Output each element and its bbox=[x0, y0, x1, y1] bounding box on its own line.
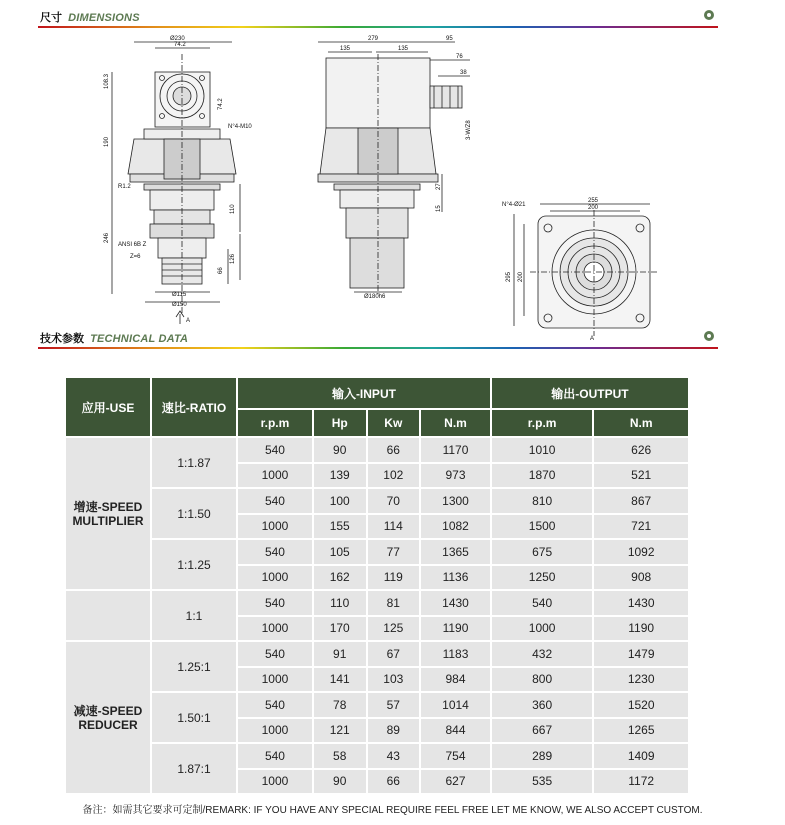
table-row bbox=[66, 438, 688, 462]
table-body bbox=[66, 438, 688, 793]
dim-w38: 38 bbox=[460, 70, 467, 76]
output-nm-cell: 1092 bbox=[594, 540, 688, 564]
ratio-cell: 1:1 bbox=[152, 591, 236, 640]
input-rpm-cell: 540 bbox=[238, 540, 312, 564]
input-hp-cell: 139 bbox=[314, 464, 366, 488]
dim-h15: 15 bbox=[436, 205, 442, 212]
dim-h1083: 108.3 bbox=[104, 73, 110, 89]
input-kw-cell: 67 bbox=[368, 642, 420, 666]
input-rpm-cell: 540 bbox=[238, 744, 312, 768]
output-nm-cell: 521 bbox=[594, 464, 688, 488]
subheader-input-hp: Hp bbox=[314, 410, 366, 436]
input-kw-cell: 66 bbox=[368, 770, 420, 794]
dim-h190: 190 bbox=[104, 136, 110, 147]
rainbow-divider bbox=[38, 26, 718, 28]
output-nm-cell: 1430 bbox=[594, 591, 688, 615]
input-kw-cell: 102 bbox=[368, 464, 420, 488]
dim-z6: Z=6 bbox=[130, 254, 141, 260]
section-bullet-icon bbox=[704, 10, 714, 20]
table-row bbox=[66, 693, 688, 717]
output-rpm-cell: 1000 bbox=[492, 617, 592, 641]
remark-note: 备注：如需其它要求可定制/REMARK: IF YOU HAVE ANY SPECIAL REQUIRE FEEL FREE LET ME KNOW, WE ALSO ACCEPT CUSTOM. bbox=[82, 805, 703, 816]
dim-keyway: 3-W/Z8 bbox=[466, 120, 472, 140]
output-rpm-cell: 1870 bbox=[492, 464, 592, 488]
input-kw-cell: 66 bbox=[368, 438, 420, 462]
input-nm-cell: 1014 bbox=[421, 693, 490, 717]
input-hp-cell: 162 bbox=[314, 566, 366, 590]
output-nm-cell: 1520 bbox=[594, 693, 688, 717]
flange-view-drawing bbox=[500, 196, 670, 342]
flange-label-a: A bbox=[590, 336, 595, 342]
use-label-cn: 增速-SPEED bbox=[73, 499, 143, 514]
dim-shaft: Ø180h6 bbox=[364, 294, 386, 300]
dim-h742: 74.2 bbox=[218, 98, 224, 110]
output-nm-cell: 1479 bbox=[594, 642, 688, 666]
input-kw-cell: 77 bbox=[368, 540, 420, 564]
output-nm-cell: 908 bbox=[594, 566, 688, 590]
input-nm-cell: 973 bbox=[421, 464, 490, 488]
input-rpm-cell: 1000 bbox=[238, 617, 312, 641]
dim-h200: 200 bbox=[518, 271, 524, 282]
ratio-cell: 1.87:1 bbox=[152, 744, 236, 793]
output-nm-cell: 721 bbox=[594, 515, 688, 539]
output-rpm-cell: 1250 bbox=[492, 566, 592, 590]
input-kw-cell: 70 bbox=[368, 489, 420, 513]
header-input: 输入-INPUT bbox=[238, 378, 490, 408]
use-label-en: MULTIPLIER bbox=[72, 513, 144, 528]
output-nm-cell: 1172 bbox=[594, 770, 688, 794]
subheader-input-kw: Kw bbox=[368, 410, 420, 436]
dim-d230: Ø230 bbox=[170, 36, 185, 42]
input-nm-cell: 1190 bbox=[421, 617, 490, 641]
input-rpm-cell: 1000 bbox=[238, 770, 312, 794]
output-rpm-cell: 800 bbox=[492, 668, 592, 692]
input-rpm-cell: 540 bbox=[238, 693, 312, 717]
dimensions-title-cn: 尺寸 bbox=[40, 12, 62, 24]
dim-h27: 27 bbox=[436, 183, 442, 190]
input-kw-cell: 43 bbox=[368, 744, 420, 768]
dim-holes: N°4-Ø21 bbox=[502, 202, 526, 208]
output-nm-cell: 867 bbox=[594, 489, 688, 513]
technical-section-header bbox=[38, 327, 718, 349]
dimensions-section-header bbox=[38, 6, 718, 28]
header-output: 输出-OUTPUT bbox=[492, 378, 688, 408]
dim-w135a: 135 bbox=[340, 46, 351, 52]
input-rpm-cell: 1000 bbox=[238, 464, 312, 488]
output-rpm-cell: 1010 bbox=[492, 438, 592, 462]
input-kw-cell: 119 bbox=[368, 566, 420, 590]
output-rpm-cell: 1500 bbox=[492, 515, 592, 539]
output-nm-cell: 1190 bbox=[594, 617, 688, 641]
ratio-cell: 1.50:1 bbox=[152, 693, 236, 742]
output-rpm-cell: 360 bbox=[492, 693, 592, 717]
dim-w200: 200 bbox=[588, 205, 599, 211]
output-rpm-cell: 289 bbox=[492, 744, 592, 768]
technical-data-table bbox=[64, 376, 690, 795]
output-rpm-cell: 810 bbox=[492, 489, 592, 513]
use-cell bbox=[66, 591, 150, 640]
input-hp-cell: 155 bbox=[314, 515, 366, 539]
ratio-cell: 1:1.50 bbox=[152, 489, 236, 538]
header-ratio: 速比-RATIO bbox=[152, 378, 236, 436]
input-nm-cell: 1183 bbox=[421, 642, 490, 666]
output-rpm-cell: 535 bbox=[492, 770, 592, 794]
table-row bbox=[66, 489, 688, 513]
input-nm-cell: 1082 bbox=[421, 515, 490, 539]
input-hp-cell: 91 bbox=[314, 642, 366, 666]
table-row bbox=[66, 540, 688, 564]
input-nm-cell: 1170 bbox=[421, 438, 490, 462]
technical-title-cn: 技术参数 bbox=[40, 333, 84, 345]
input-hp-cell: 90 bbox=[314, 770, 366, 794]
input-kw-cell: 103 bbox=[368, 668, 420, 692]
ratio-cell: 1:1.25 bbox=[152, 540, 236, 589]
dim-w95: 95 bbox=[446, 36, 453, 42]
input-rpm-cell: 1000 bbox=[238, 668, 312, 692]
output-nm-cell: 626 bbox=[594, 438, 688, 462]
use-cell bbox=[66, 438, 150, 589]
input-hp-cell: 121 bbox=[314, 719, 366, 743]
input-hp-cell: 110 bbox=[314, 591, 366, 615]
rainbow-divider bbox=[38, 347, 718, 349]
dim-h110: 110 bbox=[230, 204, 236, 214]
output-rpm-cell: 675 bbox=[492, 540, 592, 564]
input-nm-cell: 844 bbox=[421, 719, 490, 743]
input-rpm-cell: 1000 bbox=[238, 566, 312, 590]
use-cell bbox=[66, 642, 150, 793]
table-row bbox=[66, 591, 688, 615]
input-rpm-cell: 540 bbox=[238, 438, 312, 462]
input-hp-cell: 78 bbox=[314, 693, 366, 717]
input-hp-cell: 141 bbox=[314, 668, 366, 692]
input-nm-cell: 1136 bbox=[421, 566, 490, 590]
input-kw-cell: 81 bbox=[368, 591, 420, 615]
ratio-cell: 1.25:1 bbox=[152, 642, 236, 691]
section-bullet-icon bbox=[704, 331, 714, 341]
input-kw-cell: 89 bbox=[368, 719, 420, 743]
subheader-output-rpm: r.p.m bbox=[492, 410, 592, 436]
ratio-cell: 1:1.87 bbox=[152, 438, 236, 487]
input-hp-cell: 90 bbox=[314, 438, 366, 462]
input-kw-cell: 125 bbox=[368, 617, 420, 641]
dim-d150: Ø150 bbox=[172, 302, 187, 308]
subheader-output-nm: N.m bbox=[594, 410, 688, 436]
dim-h126: 126 bbox=[230, 253, 236, 264]
dim-w255: 255 bbox=[588, 198, 599, 204]
input-rpm-cell: 540 bbox=[238, 642, 312, 666]
output-rpm-cell: 540 bbox=[492, 591, 592, 615]
table-row bbox=[66, 642, 688, 666]
side-view-drawing bbox=[310, 34, 490, 304]
input-nm-cell: 1300 bbox=[421, 489, 490, 513]
input-nm-cell: 754 bbox=[421, 744, 490, 768]
input-rpm-cell: 1000 bbox=[238, 515, 312, 539]
dim-w742: 74.2 bbox=[174, 42, 186, 48]
dim-ansi: ANSI 6B Z bbox=[118, 242, 147, 248]
dimensions-title-en: DIMENSIONS bbox=[68, 12, 140, 24]
dim-d115: Ø115 bbox=[172, 292, 187, 298]
front-view-drawing bbox=[100, 34, 260, 324]
input-rpm-cell: 540 bbox=[238, 489, 312, 513]
output-nm-cell: 1409 bbox=[594, 744, 688, 768]
dim-w135b: 135 bbox=[398, 46, 409, 52]
dim-w76: 76 bbox=[456, 54, 463, 60]
input-kw-cell: 57 bbox=[368, 693, 420, 717]
input-nm-cell: 627 bbox=[421, 770, 490, 794]
output-nm-cell: 1265 bbox=[594, 719, 688, 743]
dim-r12: R1.2 bbox=[118, 184, 131, 190]
dim-h66: 66 bbox=[218, 267, 224, 274]
input-hp-cell: 58 bbox=[314, 744, 366, 768]
use-label-cn: 减速-SPEED bbox=[73, 703, 143, 718]
subheader-input-nm: N.m bbox=[421, 410, 490, 436]
dim-m10: N°4-M10 bbox=[228, 124, 252, 130]
input-nm-cell: 1365 bbox=[421, 540, 490, 564]
subheader-input-rpm: r.p.m bbox=[238, 410, 312, 436]
header-use: 应用-USE bbox=[66, 378, 150, 436]
output-rpm-cell: 432 bbox=[492, 642, 592, 666]
dim-h246: 246 bbox=[104, 232, 110, 243]
output-nm-cell: 1230 bbox=[594, 668, 688, 692]
table-row bbox=[66, 744, 688, 768]
input-hp-cell: 170 bbox=[314, 617, 366, 641]
output-rpm-cell: 667 bbox=[492, 719, 592, 743]
input-nm-cell: 1430 bbox=[421, 591, 490, 615]
input-rpm-cell: 1000 bbox=[238, 719, 312, 743]
technical-title-en: TECHNICAL DATA bbox=[90, 333, 189, 345]
use-label-en: REDUCER bbox=[78, 717, 138, 732]
input-hp-cell: 100 bbox=[314, 489, 366, 513]
dim-w279: 279 bbox=[368, 36, 379, 42]
input-rpm-cell: 540 bbox=[238, 591, 312, 615]
input-hp-cell: 105 bbox=[314, 540, 366, 564]
input-kw-cell: 114 bbox=[368, 515, 420, 539]
input-nm-cell: 984 bbox=[421, 668, 490, 692]
dim-h295: 295 bbox=[506, 271, 512, 282]
view-arrow-a: A bbox=[186, 318, 191, 324]
